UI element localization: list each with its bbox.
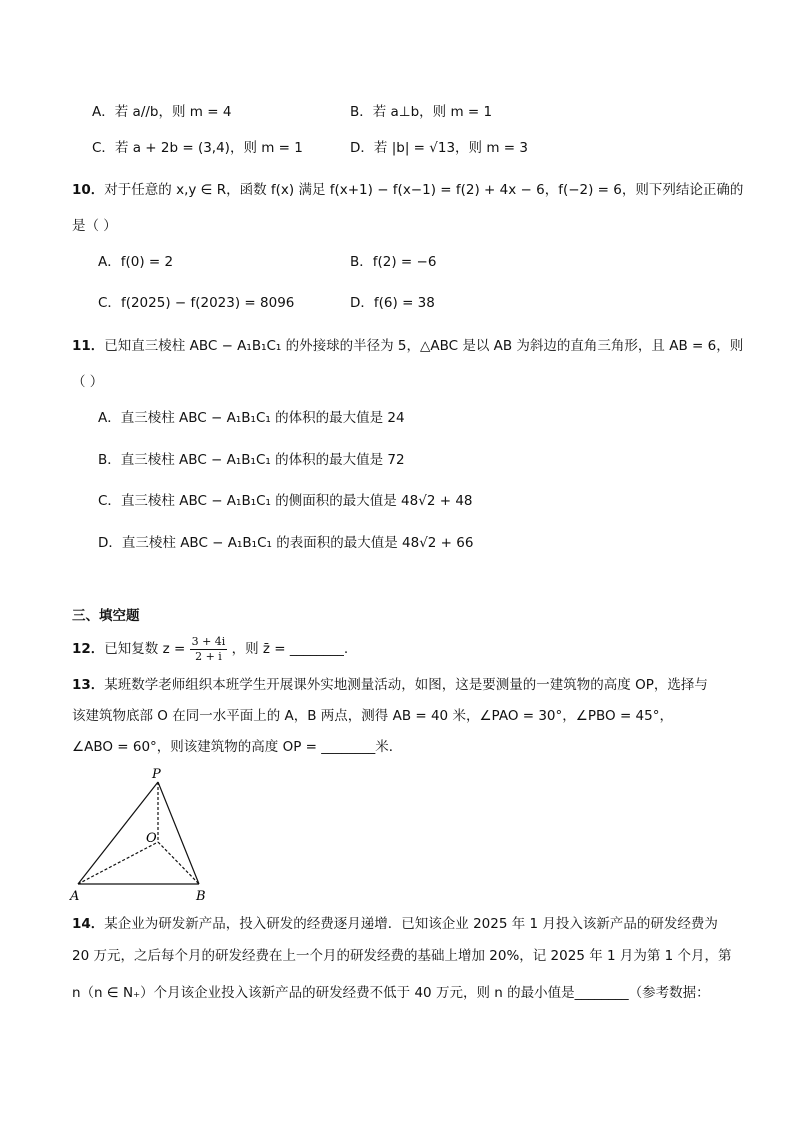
question-text: 某班数学老师组织本班学生开展课外实地测量活动，如图，这是要测量的一建筑物的高度 OP，选择与 bbox=[104, 677, 708, 693]
q11-option-a bbox=[98, 408, 405, 428]
q9-option-c bbox=[92, 138, 303, 158]
q13-line3: ∠ABO = 60°，则该建筑物的高度 OP = ________米． bbox=[72, 739, 403, 755]
question-number: 12． bbox=[72, 641, 105, 657]
option-letter: A． bbox=[98, 410, 121, 426]
option-text: 若 a⊥b，则 m = 1 bbox=[372, 104, 493, 120]
option-letter: D． bbox=[98, 535, 122, 551]
q11-stem-line1 bbox=[72, 336, 743, 356]
option-letter: C． bbox=[92, 140, 115, 156]
label-p: P bbox=[152, 767, 161, 782]
edge-ob bbox=[158, 842, 199, 884]
label-b: B bbox=[196, 889, 206, 904]
option-letter: B． bbox=[98, 452, 121, 468]
option-text: 直三棱柱 ABC − A₁B₁C₁ 的侧面积的最大值是 48√2 + 48 bbox=[120, 493, 473, 509]
label-a: A bbox=[70, 889, 80, 904]
q9-option-b bbox=[350, 102, 492, 122]
option-letter: A． bbox=[98, 254, 121, 270]
section-title: 三、填空题 bbox=[72, 608, 140, 624]
option-text: f(2) = −6 bbox=[372, 254, 437, 270]
q11-option-b bbox=[98, 450, 405, 470]
option-text: 若 a + 2b = (3,4)，则 m = 1 bbox=[114, 140, 303, 156]
question-number: 13． bbox=[72, 677, 105, 693]
question-number: 10． bbox=[72, 182, 105, 198]
q14-line1 bbox=[72, 914, 718, 934]
q10-stem-line2: 是（ ） bbox=[72, 218, 117, 234]
fraction-denominator: 2 + i bbox=[195, 649, 222, 663]
option-text: 直三棱柱 ABC − A₁B₁C₁ 的体积的最大值是 24 bbox=[120, 410, 405, 426]
q9-option-d bbox=[350, 138, 528, 158]
q13-line2: 该建筑物底部 O 在同一水平面上的 A，B 两点，测得 AB = 40 米，∠PAO = 30°，∠PBO = 45°， bbox=[72, 708, 673, 724]
option-text: f(0) = 2 bbox=[120, 254, 174, 270]
option-letter: B． bbox=[350, 104, 373, 120]
question-number: 14． bbox=[72, 916, 105, 932]
option-text: 若 a//b，则 m = 4 bbox=[114, 104, 232, 120]
edge-pb bbox=[158, 782, 199, 884]
option-text: 直三棱柱 ABC − A₁B₁C₁ 的体积的最大值是 72 bbox=[120, 452, 405, 468]
edge-ao bbox=[78, 842, 158, 884]
question-text: 已知复数 z = bbox=[104, 641, 186, 657]
option-letter: D． bbox=[350, 295, 374, 311]
option-text: 若 |b| = √13，则 m = 3 bbox=[373, 140, 528, 156]
option-text: f(2025) − f(2023) = 8096 bbox=[120, 295, 295, 311]
q10-option-c bbox=[98, 293, 294, 313]
question-text: 对于任意的 x,y ∈ R，函数 f(x) 满足 f(x+1) − f(x−1) = f(2) + 4x − 6，f(−2) = 6，则下列结论正确的 bbox=[104, 182, 744, 198]
option-letter: B． bbox=[350, 254, 373, 270]
q14-line2: 20 万元，之后每个月的研发经费在上一个月的研发经费的基础上增加 20%，记 2025 年 1 月为第 1 个月，第 bbox=[72, 948, 732, 964]
q10-option-a bbox=[98, 252, 173, 272]
option-letter: C． bbox=[98, 493, 121, 509]
pyramid-figure bbox=[66, 764, 226, 904]
fraction-numerator: 3 + 4i bbox=[191, 634, 226, 648]
fraction bbox=[190, 635, 228, 664]
option-letter: D． bbox=[350, 140, 374, 156]
q14-line3: n（n ∈ N₊）个月该企业投入该新产品的研发经费不低于 40 万元，则 n 的最小值是________（参考数据： bbox=[72, 985, 710, 1001]
question-number: 11． bbox=[72, 338, 105, 354]
q13-line1 bbox=[72, 675, 708, 695]
q11-option-d bbox=[98, 533, 473, 553]
option-text: f(6) = 38 bbox=[373, 295, 435, 311]
q10-option-b bbox=[350, 252, 436, 272]
label-o: O bbox=[146, 831, 157, 846]
q9-option-a bbox=[92, 102, 231, 122]
option-text: 直三棱柱 ABC − A₁B₁C₁ 的表面积的最大值是 48√2 + 66 bbox=[121, 535, 474, 551]
question-text: 已知直三棱柱 ABC − A₁B₁C₁ 的外接球的半径为 5，△ABC 是以 AB 为斜边的直角三角形，且 AB = 6，则 bbox=[104, 338, 744, 354]
q10-stem-line1 bbox=[72, 180, 743, 200]
q11-option-c bbox=[98, 491, 473, 511]
option-letter: C． bbox=[98, 295, 121, 311]
q10-option-d bbox=[350, 293, 435, 313]
question-text-suffix: ，则 z̄ = ________. bbox=[231, 641, 349, 657]
q11-stem-line2: （ ） bbox=[72, 374, 104, 390]
option-letter: A． bbox=[92, 104, 115, 120]
q12-line bbox=[72, 634, 348, 664]
question-text: 某企业为研发新产品，投入研发的经费逐月递增．已知该企业 2025 年 1 月投入该新产品的研发经费为 bbox=[104, 916, 718, 932]
